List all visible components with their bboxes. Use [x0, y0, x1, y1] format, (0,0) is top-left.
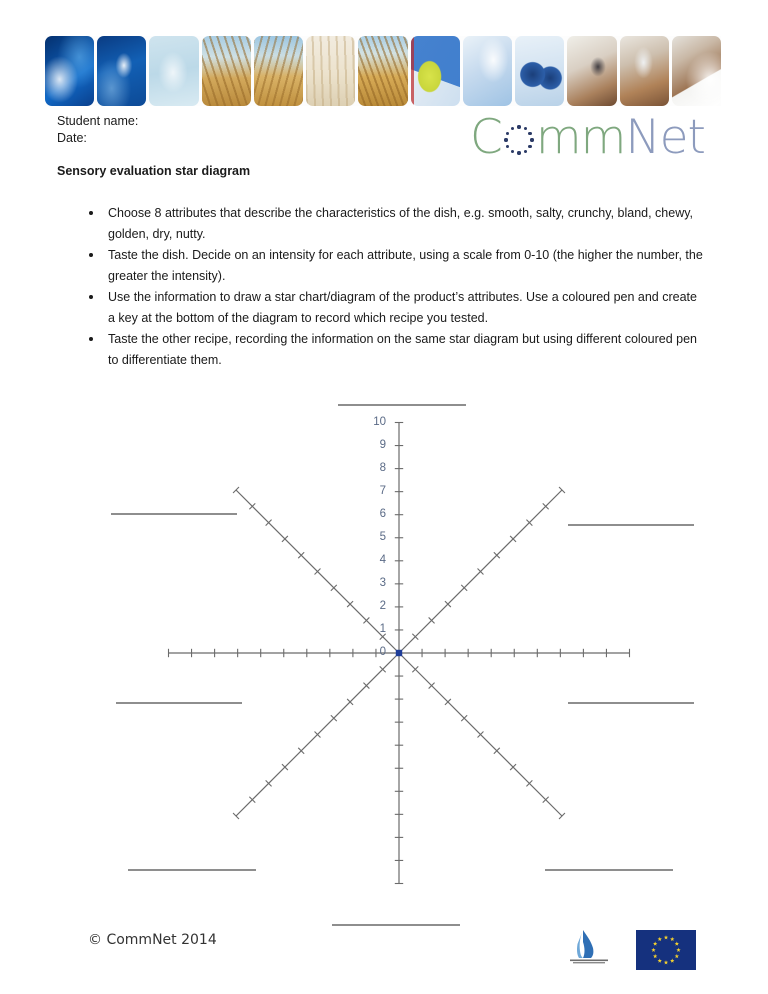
y-axis-tick-label: 6 — [379, 507, 386, 520]
lifelong-learning-programme-logo — [566, 928, 612, 964]
list-item: • Choose 8 attributes that describe the characteristics of the dish, e.g. smooth, salty, crunchy, bland, chewy, golden, dry, nutty. — [104, 203, 704, 244]
banner-tile-wheat-2 — [254, 36, 303, 106]
logo-letters-net: Net — [625, 110, 705, 165]
attribute-line-upper-left[interactable] — [111, 513, 237, 515]
banner-tile-lab-pipette — [411, 36, 460, 106]
banner-tile-scientist-3 — [672, 36, 721, 106]
page-title: Sensory evaluation star diagram — [57, 164, 251, 178]
copyright-notice: © CommNet 2014 — [88, 932, 217, 948]
list-item: • Use the information to draw a star chart/diagram of the product’s attributes. Use a coloured pen and create a key at the bottom of the diagram to record which recipe you tested. — [104, 287, 704, 328]
attribute-line-bottom-left[interactable] — [128, 869, 256, 871]
banner-tile-lab-samples — [515, 36, 564, 106]
attribute-line-bottom-right[interactable] — [545, 869, 673, 871]
banner-tile-water-fish — [97, 36, 146, 106]
commnet-logo — [470, 112, 720, 164]
star-diagram — [0, 382, 768, 942]
y-axis-tick-label: 3 — [379, 576, 386, 589]
attribute-line-upper-right[interactable] — [568, 524, 694, 526]
banner-tile-lab-blue — [463, 36, 512, 106]
instructions-list — [82, 203, 704, 371]
banner-tile-wheat-3 — [358, 36, 407, 106]
banner-tile-wheat-pale — [306, 36, 355, 106]
y-axis-tick-label: 4 — [379, 553, 386, 566]
logo-letters-mm: mm — [535, 110, 626, 165]
european-union-flag — [636, 930, 696, 970]
attribute-line-lower-left[interactable] — [116, 702, 242, 704]
attribute-line-top[interactable] — [338, 404, 466, 406]
header-image-banner — [45, 36, 721, 106]
student-name-label: Student name: — [57, 114, 139, 128]
y-axis-tick-label: 0 — [379, 646, 386, 658]
list-item: • Taste the dish. Decide on an intensity for each attribute, using a scale from 0-10 (the higher the number, the greater the intensity). — [104, 245, 704, 286]
attribute-line-lower-right[interactable] — [568, 702, 694, 704]
date-label: Date: — [57, 131, 87, 145]
y-axis-tick-label: 9 — [379, 438, 386, 451]
banner-tile-scientist-2 — [620, 36, 669, 106]
banner-tile-scientist-1 — [567, 36, 616, 106]
attribute-line-bottom[interactable] — [332, 924, 460, 926]
y-axis-tick-label: 7 — [379, 484, 386, 497]
y-axis-tick-label: 10 — [373, 415, 386, 428]
banner-tile-water-dark — [45, 36, 94, 106]
y-axis-tick-label: 8 — [379, 461, 386, 474]
y-axis-tick-label: 1 — [379, 622, 386, 635]
logo-letter-c: C — [470, 110, 502, 165]
banner-tile-water-pale — [149, 36, 198, 106]
logo-dotted-o-icon — [502, 123, 536, 157]
y-axis-tick-label: 2 — [379, 599, 386, 612]
y-axis-tick-label: 5 — [379, 530, 386, 543]
list-item: • Taste the other recipe, recording the information on the same star diagram but using different coloured pen to differentiate them. — [104, 329, 704, 370]
banner-tile-wheat-1 — [202, 36, 251, 106]
